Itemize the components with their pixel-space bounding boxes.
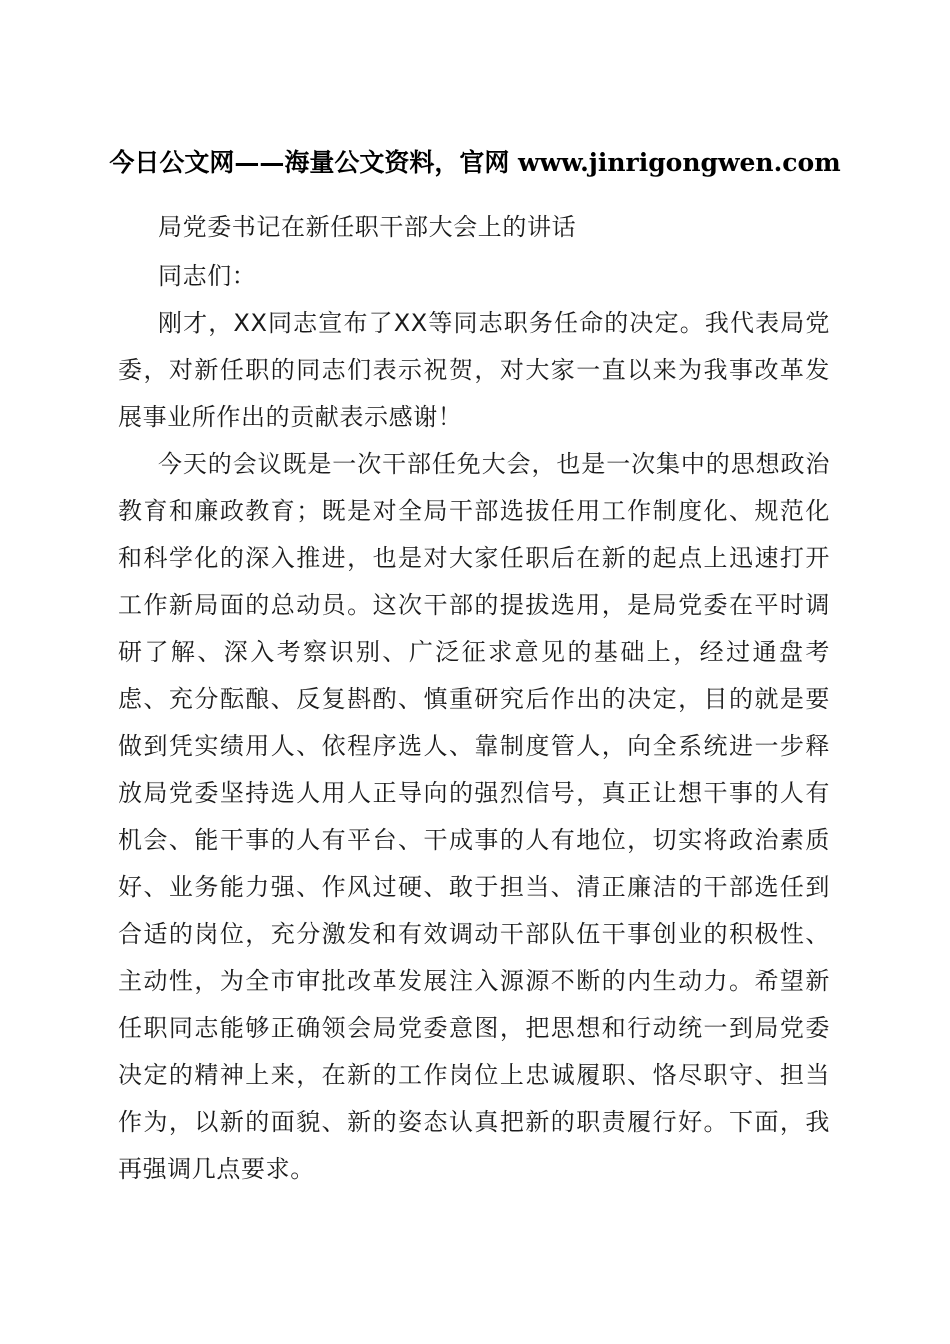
paragraph-1: 刚才，XX同志宣布了XX等同志职务任命的决定。我代表局党委，对新任职的同志们表示祝贺，对大家一直以来为我事改革发展事业所作出的贡献表示感谢！ xyxy=(118,309,830,431)
site-banner: 今日公文网——海量公文资料，官网 www.jinrigongwen.com xyxy=(109,148,841,177)
paragraph-2: 今天的会议既是一次干部任免大会，也是一次集中的思想政治教育和廉政教育；既是对全局干部选拔任用工作制度化、规范化和科学化的深入推进，也是对大家任职后在新的起点上迅速打开工作新局面的总动员。这次干部的提拔选用，是局党委在平时调研了解、深入考察识别、广泛征求意见的基础上，经过通盘考虑、充分酝酿、反复斟酌、慎重研究后作出的决定，目的就是要做到凭实绩用人、依程序选人、靠制度管人，向全系统进一步释放局党委坚持选人用人正导向的强烈信号，真正让想干事的人有机会、能干事的人有平台、干成事的人有地位，切实将政治素质好、业务能力强、作风过硬、敢于担当、清正廉洁的干部选任到合适的岗位，充分激发和有效调动干部队伍干事创业的积极性、主动性，为全市审批改革发展注入源源不断的内生动力。希望新任职同志能够正确领会局党委意图，把思想和行动统一到局党委决定的精神上来，在新的工作岗位上忠诚履职、恪尽职守、担当作为，以新的面貌、新的姿态认真把新的职责履行好。下面，我再强调几点要求。 xyxy=(118,450,830,1183)
salutation: 同志们： xyxy=(158,262,257,290)
document-body xyxy=(118,204,830,1193)
document-title: 局党委书记在新任职干部大会上的讲话 xyxy=(158,213,577,241)
